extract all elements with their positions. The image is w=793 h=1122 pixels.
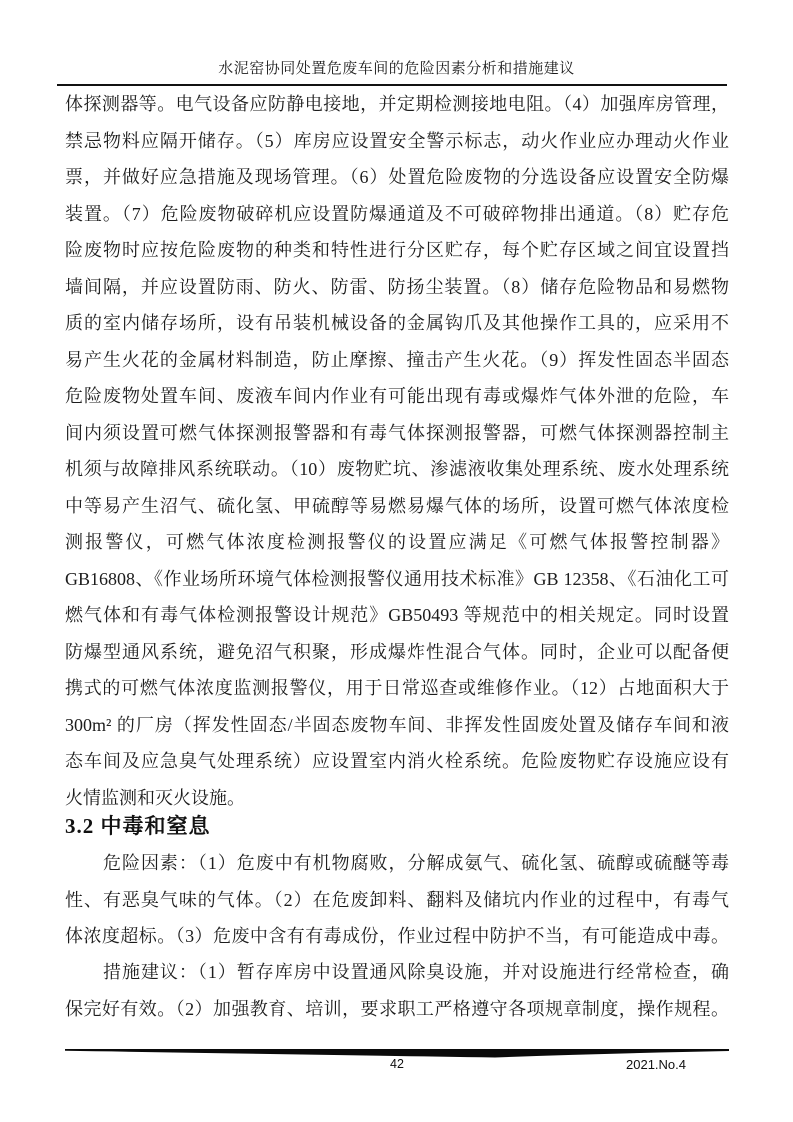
text-line: 质的室内储存场所，设有吊装机械设备的金属钩爪及其他操作工具的，应采用不 xyxy=(65,313,729,333)
text-line: 间内须设置可燃气体探测报警器和有毒气体探测报警器，可燃气体探测器控制主 xyxy=(65,422,729,443)
text-line: 燃气体和有毒气体检测报警设计规范》GB50493 等规范中的相关规定。同时设置 xyxy=(65,605,729,625)
text-line: 墙间隔，并应设置防雨、防火、防雷、防扬尘装置。（8）储存危险物品和易燃物 xyxy=(65,276,729,297)
text-line: 中等易产生沼气、硫化氢、甲硫醇等易燃易爆气体的场所，设置可燃气体浓度检 xyxy=(65,495,729,516)
text-line: 防爆型通风系统，避免沼气积聚，形成爆炸性混合气体。同时，企业可以配备便 xyxy=(65,641,729,662)
paragraph-recommendations xyxy=(65,954,729,1027)
paragraph-measures xyxy=(65,86,729,816)
text-line: 态车间及应急臭气处理系统）应设置室内消火栓系统。危险废物贮存设施应设有 xyxy=(65,751,729,771)
text-line: 票，并做好应急措施及现场管理。（6）处置危险废物的分选设备应设置安全防爆 xyxy=(65,167,729,187)
text-line: 携式的可燃气体浓度监测报警仪，用于日常巡查或维修作业。（12）占地面积大于 xyxy=(65,678,729,698)
text-line: GB16808、《作业场所环境气体检测报警仪通用技术标准》GB 12358、《石油化工可 xyxy=(65,568,729,589)
running-header-title: 水泥窑协同处置危废车间的危险因素分析和措施建议 xyxy=(218,61,575,77)
text-line: 装置。（7）危险废物破碎机应设置防爆通道及不可破碎物排出通道。（8）贮存危 xyxy=(65,203,729,224)
footer-page-number: 42 xyxy=(390,1057,404,1071)
text-line: 易产生火花的金属材料制造，防止摩擦、撞击产生火花。（9）挥发性固态半固态 xyxy=(65,349,729,370)
text-line: 测报警仪，可燃气体浓度检测报警仪的设置应满足《可燃气体报警控制器》 xyxy=(65,532,729,552)
text-line: 禁忌物料应隔开储存。（5）库房应设置安全警示标志，动火作业应办理动火作业 xyxy=(65,130,729,151)
text-line: 性、有恶臭气味的气体。（2）在危废卸料、翻料及储坑内作业的过程中，有毒气 xyxy=(65,889,729,910)
text-line: 机须与故障排风系统联动。（10）废物贮坑、渗滤液收集处理系统、废水处理系统 xyxy=(65,459,729,479)
paragraph-hazard-factors xyxy=(65,845,729,955)
section-heading-3-2: 3.2 中毒和窒息 xyxy=(65,814,211,838)
text-line: 300m² 的厂房（挥发性固态/半固态废物车间、非挥发性固废处置及储存车间和液 xyxy=(65,714,729,735)
text-line: 危险因素：（1）危废中有机物腐败，分解成氨气、硫化氢、硫醇或硫醚等毒 xyxy=(103,853,729,873)
text-line: 保完好有效。（2）加强教育、培训，要求职工严格遵守各项规章制度，操作规程。 xyxy=(65,998,729,1019)
text-line: 体探测器等。电气设备应防静电接地，并定期检测接地电阻。（4）加强库房管理， xyxy=(65,94,729,114)
text-line: 火情监测和灭火设施。 xyxy=(65,787,245,808)
text-line: 体浓度超标。（3）危废中含有有毒成份，作业过程中防护不当，有可能造成中毒。 xyxy=(65,926,729,946)
footer-issue-label: 2021.No.4 xyxy=(626,1057,686,1072)
text-line: 措施建议：（1）暂存库房中设置通风除臭设施，并对设施进行经常检查，确 xyxy=(103,962,729,982)
text-line: 险废物时应按危险废物的种类和特性进行分区贮存，每个贮存区域之间宜设置挡 xyxy=(65,240,729,260)
text-line: 危险废物处置车间、废液车间内作业有可能出现有毒或爆炸气体外泄的危险，车 xyxy=(65,386,729,406)
